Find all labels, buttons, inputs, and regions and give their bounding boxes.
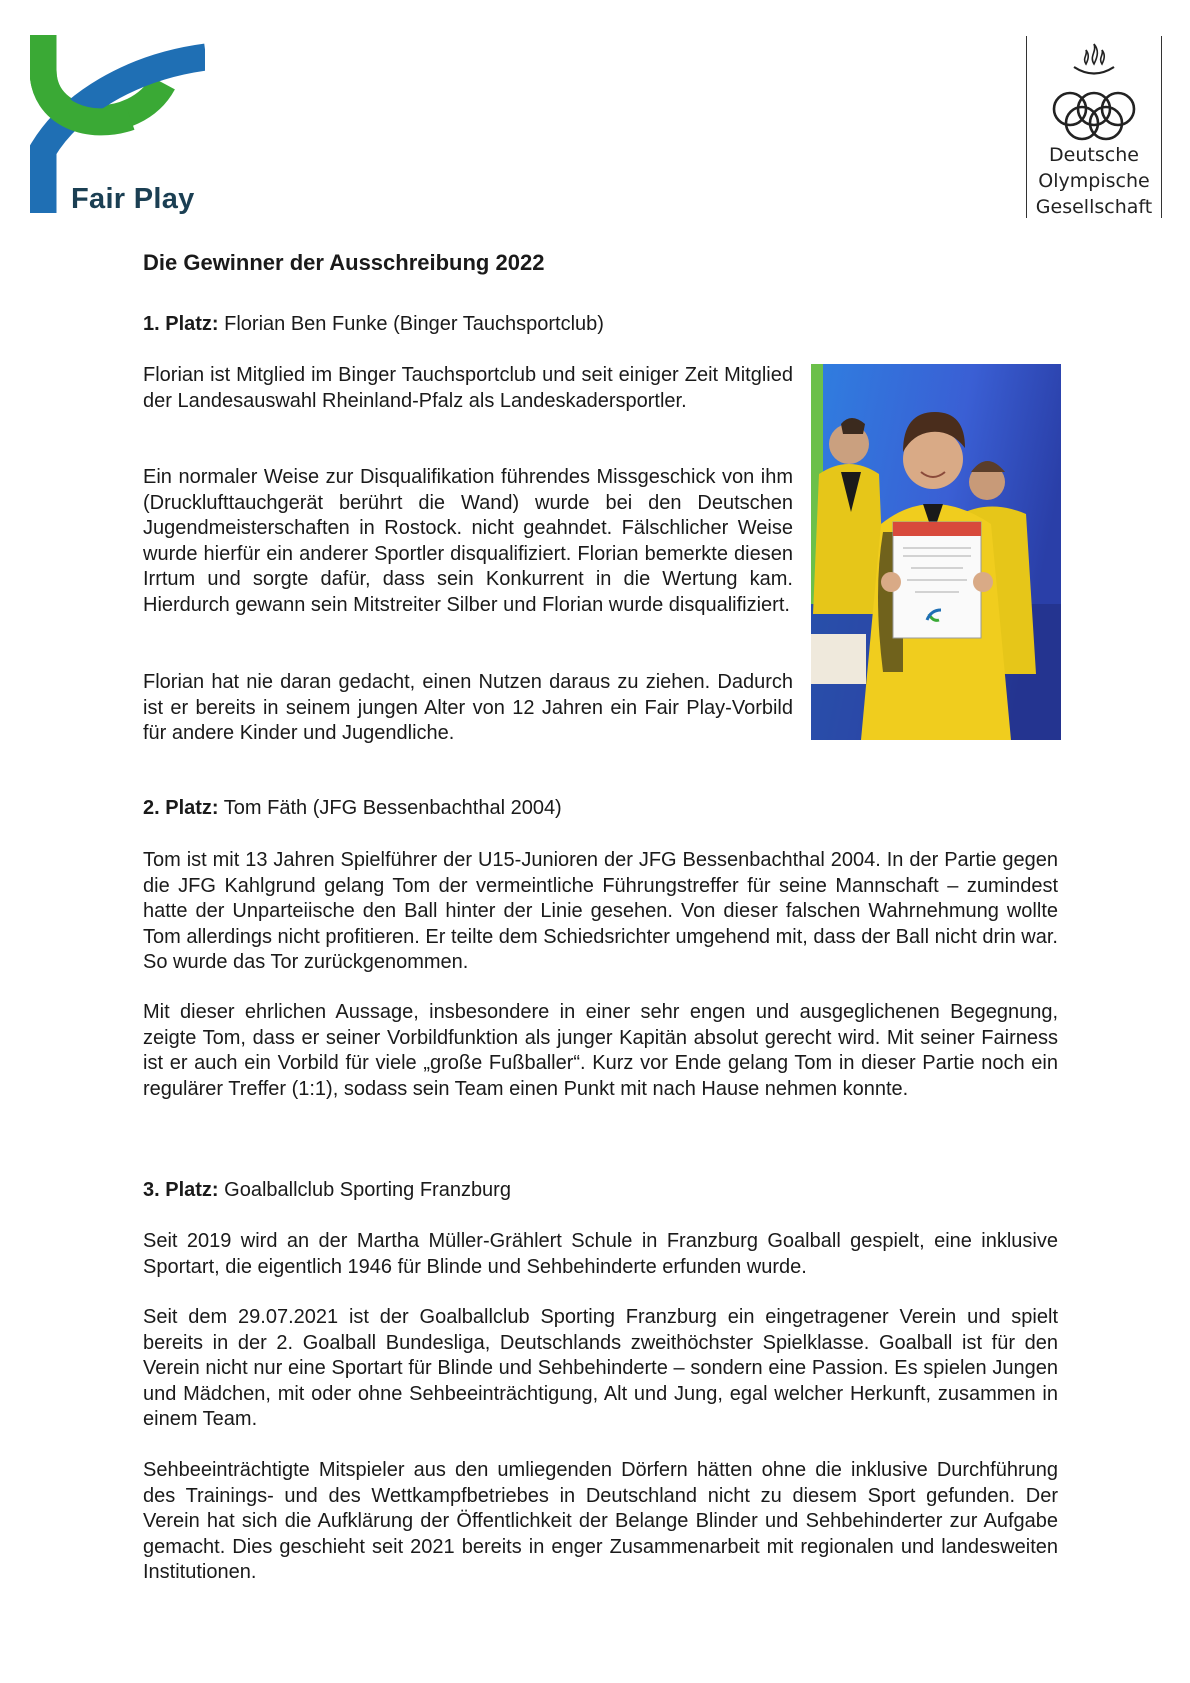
section-3-winner: Goalballclub Sporting Franzburg bbox=[224, 1179, 511, 1201]
section-3-heading bbox=[143, 1179, 511, 1202]
winner-photo bbox=[811, 364, 1061, 740]
dog-name-line-2: Olympische bbox=[1038, 170, 1150, 192]
section-3-place: 3. Platz: bbox=[143, 1179, 219, 1201]
section-1-paragraph-1: Florian ist Mitglied im Binger Tauchsportclub und seit einiger Zeit Mitglied der Landesauswahl Rheinland-Pfalz als Landeskadersportler. bbox=[143, 364, 793, 412]
fair-play-label: Fair Play bbox=[71, 183, 195, 215]
section-2-heading bbox=[143, 797, 562, 820]
section-1-winner: Florian Ben Funke (Binger Tauchsportclub) bbox=[224, 313, 604, 335]
section-2-place: 2. Platz: bbox=[143, 797, 219, 819]
dog-name-line-1: Deutsche bbox=[1049, 144, 1139, 166]
section-3-paragraph-3: Sehbeeinträchtigte Mitspieler aus den umliegenden Dörfern hätten ohne die inklusive Durchführung des Trainings- und des Wettkampfbetriebes in Deutschland nicht zu diesem Sport gefunden. Der Verein hat sich die Aufklärung der Öffentlichkeit der Belange Blinder und Sehbehinderter zur Aufgabe gemacht. Dies geschieht seit 2021 bereits in enger Zusammenarbeit mit regionalen und landesweiten Institutionen. bbox=[143, 1459, 1058, 1583]
olympic-rings-icon bbox=[1027, 42, 1161, 142]
section-3-paragraph-1: Seit 2019 wird an der Martha Müller-Grählert Schule in Franzburg Goalball gespielt, eine inklusive Sportart, die eigentlich 1946 für Blinde und Sehbehinderte erfunden wurde. bbox=[143, 1230, 1058, 1278]
dog-logo bbox=[1026, 36, 1162, 218]
dog-name-line-3: Gesellschaft bbox=[1035, 196, 1153, 218]
section-2-winner: Tom Fäth (JFG Bessenbachthal 2004) bbox=[223, 797, 562, 819]
section-1-heading bbox=[143, 313, 604, 336]
winner-photo-illustration bbox=[811, 364, 1061, 740]
section-2-paragraph-1: Tom ist mit 13 Jahren Spielführer der U15-Junioren der JFG Bessenbachthal 2004. In der Partie gegen die JFG Kahlgrund gelang Tom der vermeintliche Führungstreffer für seine Mannschaft – zumindest hatte der Unparteiische den Ball hinter der Linie gesehen. Von dieser falschen Wahrnehmung wollte Tom allerdings nicht profitieren. Er teilte dem Schiedsrichter umgehend mit, dass der Ball nicht drin war. So wurde das Tor zurückgenommen. bbox=[143, 849, 1058, 973]
section-1-place: 1. Platz: bbox=[143, 313, 219, 335]
document-title: Die Gewinner der Ausschreibung 2022 bbox=[143, 250, 545, 275]
section-1-paragraph-2: Ein normaler Weise zur Disqualifikation führendes Missgeschick von ihm (Drucklufttauchgerät berührt die Wand) wurde bei den Deutschen Jugendmeisterschaften in Rostock. nicht geahndet. Fälschlicher Weise wurde hierfür ein anderer Sportler disqualifiziert. Florian bemerkte diesen Irrtum und sorgte dafür, dass sein Konkurrent in die Wertung kam. Hierdurch gewann sein Mitstreiter Silber und Florian wurde disqualifiziert. bbox=[143, 466, 793, 616]
section-1-paragraph-3: Florian hat nie daran gedacht, einen Nutzen daraus zu ziehen. Dadurch ist er bereits in seinem jungen Alter von 12 Jahren ein Fair Play-Vorbild für andere Kinder und Jugendliche. bbox=[143, 671, 793, 744]
fair-play-logo bbox=[30, 35, 205, 220]
section-3-paragraph-2: Seit dem 29.07.2021 ist der Goalballclub Sporting Franzburg ein eingetragener Verein und spielt bereits in der 2. Goalball Bundesliga, Deutschlands zweithöchster Spielklasse. Goalball ist für den Verein nicht nur eine Sportart für Blinde und Sehbehinderte – sondern eine Passion. Es spielen Jungen und Mädchen, mit oder ohne Sehbeeinträchtigung, Alt und Jung, egal welcher Herkunft, zusammen in einem Team. bbox=[143, 1306, 1058, 1430]
dog-name bbox=[1027, 142, 1161, 220]
section-2-paragraph-2: Mit dieser ehrlichen Aussage, insbesondere in einer sehr engen und ausgeglichenen Begegnung, zeigte Tom, dass er seiner Vorbildfunktion als junger Kapitän absolut gerecht wird. Mit seiner Fairness ist er auch ein Vorbild für viele „große Fußballer“. Kurz vor Ende gelang Tom in dieser Partie noch ein regulärer Treffer (1:1), sodass sein Team einen Punkt mit nach Hause nehmen konnte. bbox=[143, 1001, 1058, 1100]
